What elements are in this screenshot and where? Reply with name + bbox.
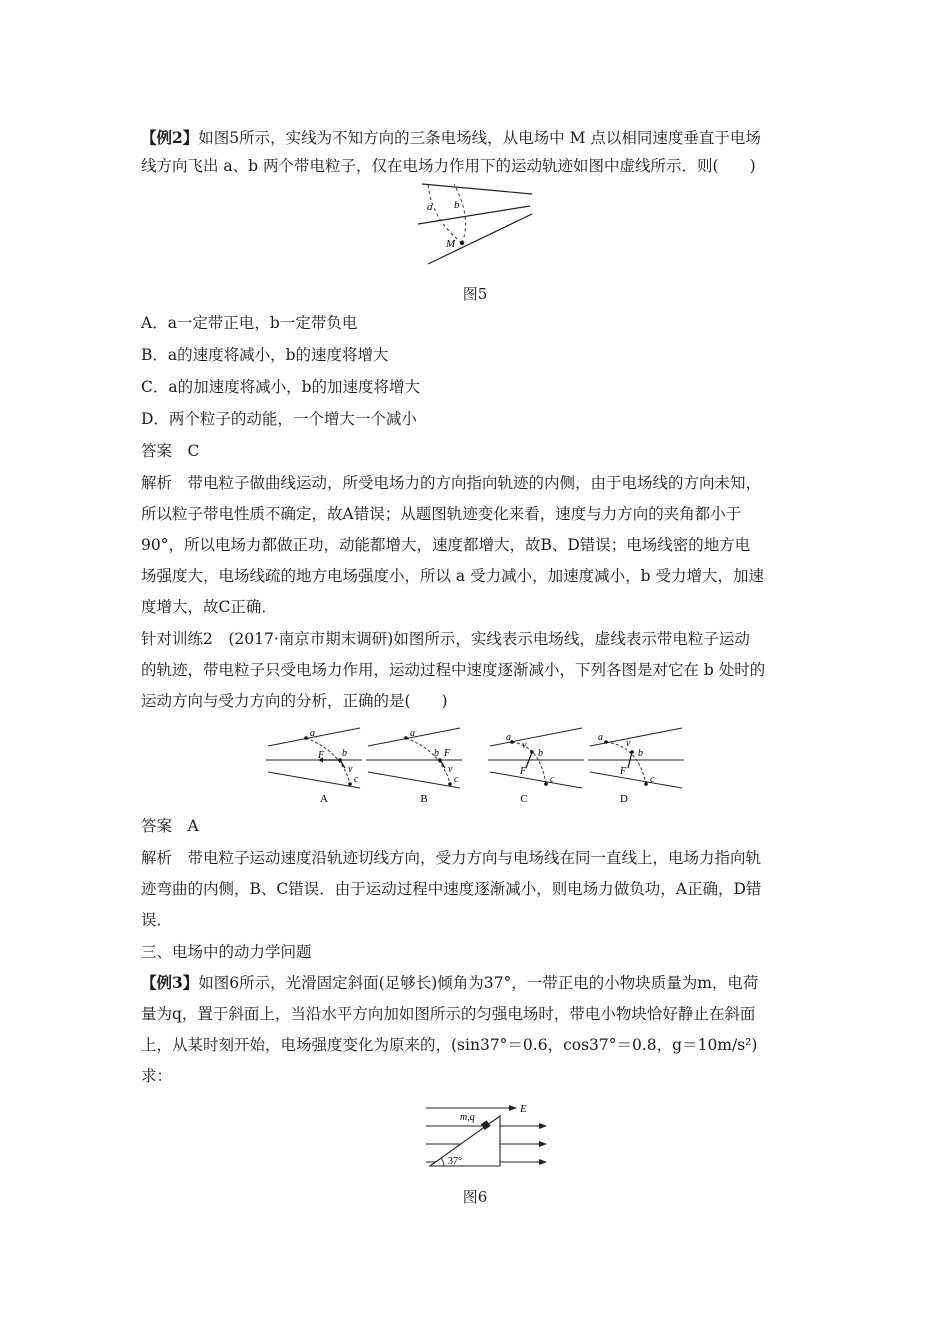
example3-line2: 量为q，置于斜面上，当沿水平方向加如图所示的匀强电场时，带电小物块恰好静止在斜面 xyxy=(141,1005,756,1023)
example2-analysis-2: 所以粒子带电性质不确定，故A错误；从题图轨迹变化来看，速度与力方向的夹角都小于 xyxy=(141,505,742,523)
panel-c-label: C xyxy=(520,793,528,805)
option-b: B．a的速度将减小，b的速度将增大 xyxy=(141,346,389,364)
panelD-label-v: v xyxy=(626,738,631,749)
section3-title: 三、电场中的动力学问题 xyxy=(141,943,312,961)
example3-text1: 如图6所示，光滑固定斜面(足够长)倾角为37°，一带正电的小物块质量为m，电荷 xyxy=(198,974,759,992)
training2-analysis-1: 解析 带电粒子运动速度沿轨迹切线方向，受力方向与电场线在同一直线上，电场力指向轨 xyxy=(141,849,762,867)
example3-line4: 求： xyxy=(141,1067,173,1085)
panelD-label-a: a xyxy=(598,732,603,743)
option-a: A．a一定带正电，b一定带负电 xyxy=(141,314,358,332)
panelA-label-b: b xyxy=(342,748,347,759)
example3-line1 xyxy=(141,972,811,994)
training2-analysis-3: 误． xyxy=(141,911,173,929)
fig6-label-mq: m,q xyxy=(460,1112,475,1123)
training2-figure xyxy=(262,722,692,810)
training2-line3: 运动方向与受力方向的分析，正确的是( ) xyxy=(141,692,448,710)
example2-text1: 如图5所示，实线为不知方向的三条电场线，从电场中 M 点以相同速度垂直于电场 xyxy=(198,129,761,147)
fig5-label-M: M xyxy=(446,238,456,250)
panelC-label-F: F xyxy=(520,766,527,777)
panelA-label-a: a xyxy=(310,728,315,739)
panelC-label-b: b xyxy=(538,748,543,759)
panelB-label-v: v xyxy=(448,764,453,775)
panelC-label-a: a xyxy=(506,732,511,743)
option-c: C．a的加速度将减小，b的加速度将增大 xyxy=(141,378,421,396)
panelC-label-c: c xyxy=(550,774,555,785)
panelA-label-F: F xyxy=(318,750,325,761)
fig5-label-a: a xyxy=(427,201,433,213)
panelA-label-v: v xyxy=(348,764,353,775)
training2-line2: 的轨迹，带电粒子只受电场力作用，运动过程中速度逐渐减小，下列各图是对它在 b 处时的 xyxy=(141,661,766,679)
panel-d xyxy=(588,728,684,805)
example2-line2: 线方向飞出 a、b 两个带电粒子，仅在电场力作用下的运动轨迹如图中虚线所示．则( ) xyxy=(141,157,756,175)
example2-line1 xyxy=(141,127,811,149)
panelC-label-v: v xyxy=(522,740,527,751)
example2-analysis-5: 度增大，故C正确． xyxy=(141,598,277,616)
fig6-label-E: E xyxy=(520,1103,527,1115)
panelD-label-b: b xyxy=(638,748,643,759)
example2-tag: 【例2】 xyxy=(141,128,199,147)
fig6-label-angle: 37° xyxy=(448,1156,462,1167)
figure5-diagram xyxy=(410,178,540,268)
panel-b xyxy=(366,728,462,805)
panel-c xyxy=(488,728,584,805)
panelA-label-c: c xyxy=(354,774,359,785)
example2-answer: 答案 C xyxy=(141,442,200,460)
panel-b-label: B xyxy=(420,793,428,805)
option-d: D．两个粒子的动能，一个增大一个减小 xyxy=(141,410,417,428)
panel-d-label: D xyxy=(620,793,628,805)
panelB-label-c: c xyxy=(454,774,459,785)
example3-tag: 【例3】 xyxy=(141,973,199,992)
figure6-diagram xyxy=(420,1098,550,1180)
fig5-label-b: b xyxy=(454,199,460,211)
figure6-caption: 图6 xyxy=(462,1188,488,1206)
training2-line1: 针对训练2 (2017·南京市期末调研)如图所示，实线表示电场线，虚线表示带电粒子运动 xyxy=(141,630,750,648)
panelD-label-c: c xyxy=(650,774,655,785)
training2-answer: 答案 A xyxy=(141,817,199,835)
panelB-label-a: a xyxy=(410,728,415,739)
panel-a-label: A xyxy=(320,793,328,805)
panel-a xyxy=(266,728,362,805)
figure5-caption: 图5 xyxy=(462,285,488,303)
example2-analysis-4: 场强度大，电场线疏的地方电场强度小，所以 a 受力减小，加速度减小，b 受力增大，加速 xyxy=(141,567,764,585)
panelD-label-F: F xyxy=(620,766,627,777)
panelB-label-F: F xyxy=(444,748,451,759)
example2-analysis-3: 90°，所以电场力都做正功，动能都增大，速度都增大，故B、D错误；电场线密的地方电 xyxy=(141,536,751,554)
example2-analysis-1: 解析 带电粒子做曲线运动，所受电场力的方向指向轨迹的内侧，由于电场线的方向未知， xyxy=(141,474,762,492)
training2-analysis-2: 迹弯曲的内侧，B、C错误．由于运动过程中速度逐渐减小，则电场力做负功，A正确，D错 xyxy=(141,880,762,898)
example3-line3: 上，从某时刻开始，电场强度变化为原来的，(sin37°＝0.6，cos37°＝0.8，g＝10m/s²) xyxy=(141,1036,758,1054)
panelB-label-b: b xyxy=(434,748,439,759)
